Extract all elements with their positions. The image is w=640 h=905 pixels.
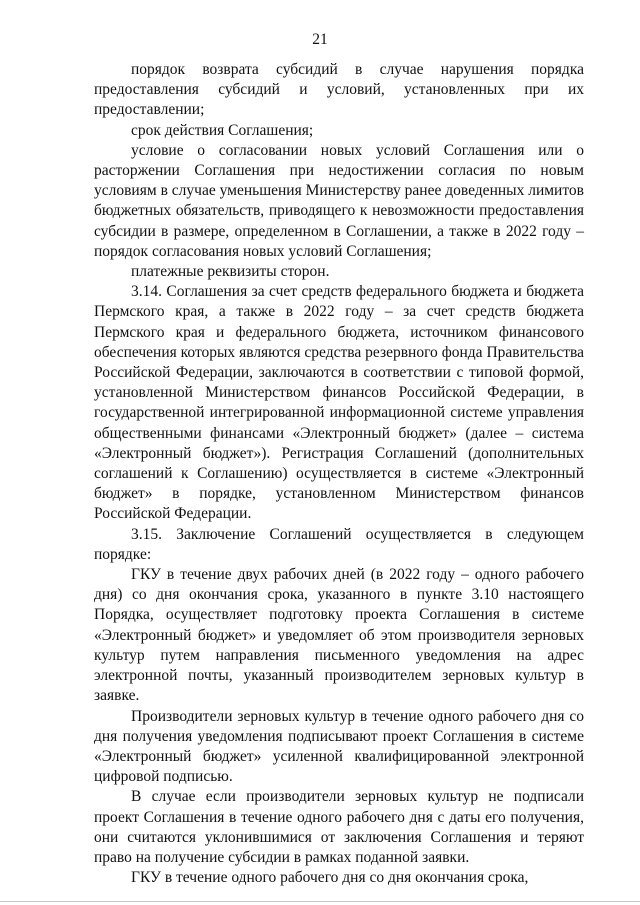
paragraph-not-signed: В случае если производители зерновых культур не подписали проект Соглашения в течение одного рабочего дня с даты его получения, они считаются уклонившимися от заключения Соглашения и теряют право на получение субсидии в рамках поданной заявки. [94, 788, 584, 866]
paragraph-agreement-term: срок действия Соглашения; [131, 121, 314, 139]
document-body [94, 60, 584, 888]
paragraph-refund-procedure: порядок возврата субсидий в случае нарушения порядка предоставления субсидий и условий, установленных при их предоставлении; [94, 61, 584, 119]
paragraph-3-15: 3.15. Заключение Соглашений осуществляется в следующем порядке: [94, 525, 584, 563]
paragraph-gku-preparation: ГКУ в течение двух рабочих дней (в 2022 году – одного рабочего дня) со дня окончания срока, указанного в пункте 3.10 настоящего Порядка, осуществляет подготовку проекта Соглашения в системе «Электронный бюджет» и уведомляет об этом производителя зерновых культур путем направления письменного уведомления на адрес электронной почты, указанный производителем зерновых культур в заявке. [94, 566, 584, 705]
paragraph-gku-continuation: ГКУ в течение одного рабочего дня со дня окончания срока, [131, 869, 529, 887]
page-number: 21 [312, 31, 328, 48]
paragraph-producers-signing: Производители зерновых культур в течение одного рабочего дня со дня получения уведомления подписывают проект Соглашения в системе «Электронный бюджет» усиленной квалифицированной электронной цифровой подписью. [94, 707, 584, 786]
page-bottom-edge [0, 901, 640, 902]
paragraph-payment-details: платежные реквизиты сторон. [131, 263, 330, 281]
paragraph-new-conditions: условие о согласовании новых условий Соглашения или о расторжении Соглашения при недостижении согласия по новым условиям в случае уменьшения Министерству ранее доведенных лимитов бюджетных обязательств, приводящего к невозможности предоставления субсидии в размере, определенном в Соглашении, а также в 2022 году – порядок согласования новых условий Соглашения; [94, 141, 584, 260]
paragraph-3-14: 3.14. Соглашения за счет средств федерального бюджета и бюджета Пермского края, а также в 2022 году – за счет средств бюджета Пермского края и федерального бюджета, источником финансового обеспечения которых являются средства резервного фонда Правительства Российской Федерации, заключаются в соответствии с типовой формой, установленной Министерством финансов Российской Федерации, в государственной интегрированной информационной системе управления общественными финансами «Электронный бюджет» (далее – система «Электронный бюджет»). Регистрация Соглашений (дополнительных соглашений к Соглашению) осуществляется в системе «Электронный бюджет» в порядке, установленном Министерством финансов Российской Федерации. [94, 283, 584, 523]
